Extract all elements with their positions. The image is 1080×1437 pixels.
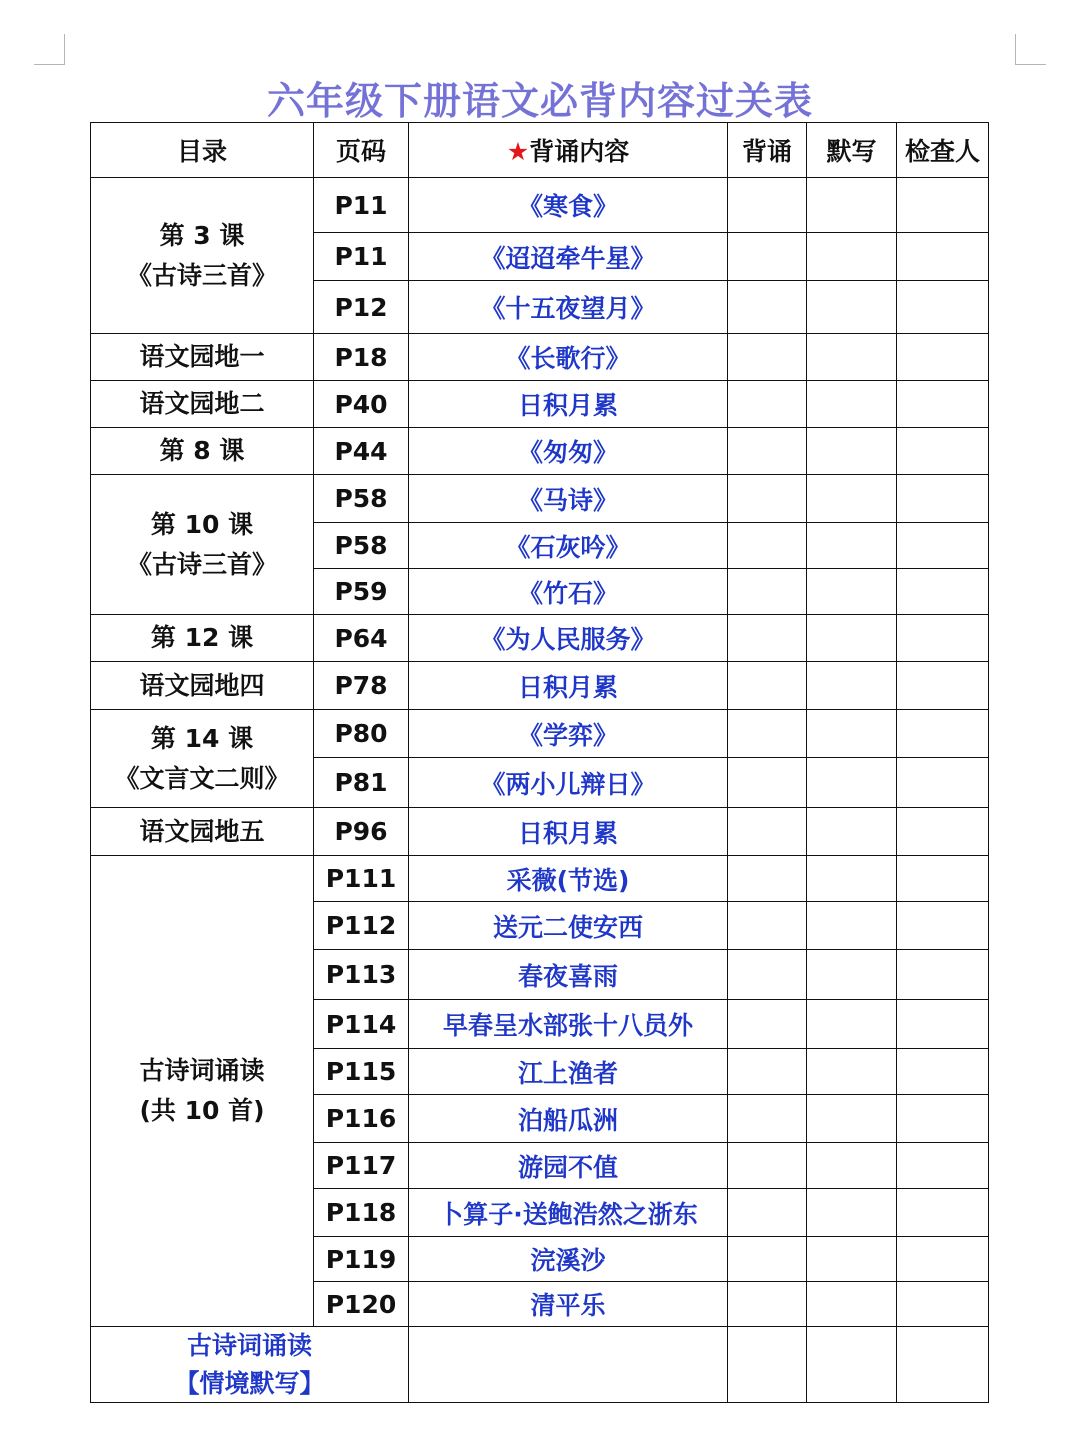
directory-cell: 第 8 课 bbox=[91, 428, 314, 475]
checker-cell[interactable] bbox=[897, 281, 989, 334]
header-recite: 背诵 bbox=[728, 123, 807, 178]
content-cell: 泊船瓜洲 bbox=[409, 1095, 728, 1143]
directory-cell: 语文园地五 bbox=[91, 808, 314, 856]
checker-cell[interactable] bbox=[897, 569, 989, 615]
directory-cell: 语文园地四 bbox=[91, 662, 314, 710]
dictate-check-cell[interactable] bbox=[807, 1049, 897, 1095]
content-cell: 《两小儿辩日》 bbox=[409, 758, 728, 808]
content-cell: 早春呈水部张十八员外 bbox=[409, 1000, 728, 1049]
table-row bbox=[91, 1327, 989, 1403]
content-cell: 《石灰吟》 bbox=[409, 523, 728, 569]
page-cell: P81 bbox=[314, 758, 409, 808]
dictate-check-cell[interactable] bbox=[807, 1282, 897, 1327]
recite-check-cell[interactable] bbox=[728, 950, 807, 1000]
header-content bbox=[409, 123, 728, 178]
page-cell: P11 bbox=[314, 178, 409, 233]
table-row bbox=[91, 710, 989, 758]
content-cell: 《寒食》 bbox=[409, 178, 728, 233]
recite-check-cell[interactable] bbox=[728, 428, 807, 475]
page-cell: P58 bbox=[314, 523, 409, 569]
directory-line: 第 10 课 bbox=[150, 509, 254, 539]
page-cell: P113 bbox=[314, 950, 409, 1000]
recite-check-cell[interactable] bbox=[728, 710, 807, 758]
table-row bbox=[91, 615, 989, 662]
recite-check-cell[interactable] bbox=[728, 178, 807, 233]
checker-cell[interactable] bbox=[897, 523, 989, 569]
content-cell: 《长歌行》 bbox=[409, 334, 728, 381]
directory-cell bbox=[91, 856, 314, 1327]
page-cell: P11 bbox=[314, 233, 409, 281]
checker-cell[interactable] bbox=[897, 381, 989, 428]
dictate-check-cell[interactable] bbox=[807, 615, 897, 662]
recite-check-cell[interactable] bbox=[728, 662, 807, 710]
page-cell: P96 bbox=[314, 808, 409, 856]
content-cell: 《学弈》 bbox=[409, 710, 728, 758]
header-directory: 目录 bbox=[91, 123, 314, 178]
directory-line: 《古诗三首》 bbox=[126, 260, 277, 290]
crop-mark-top-right bbox=[1015, 34, 1046, 65]
recite-check-cell[interactable] bbox=[728, 334, 807, 381]
dictate-check-cell[interactable] bbox=[807, 1189, 897, 1237]
directory-line: 《文言文二则》 bbox=[114, 763, 290, 793]
recite-check-cell[interactable] bbox=[728, 233, 807, 281]
header-row bbox=[91, 123, 989, 178]
content-cell: 《马诗》 bbox=[409, 475, 728, 523]
page-cell: P115 bbox=[314, 1049, 409, 1095]
page-cell: P12 bbox=[314, 281, 409, 334]
header-page: 页码 bbox=[314, 123, 409, 178]
recite-check-cell[interactable] bbox=[728, 758, 807, 808]
dictate-check-cell[interactable] bbox=[807, 233, 897, 281]
page-cell: P58 bbox=[314, 475, 409, 523]
page-cell: P118 bbox=[314, 1189, 409, 1237]
dictate-check-cell[interactable] bbox=[807, 856, 897, 902]
recite-check-cell[interactable] bbox=[728, 1049, 807, 1095]
checker-cell[interactable] bbox=[897, 710, 989, 758]
content-cell: 采薇(节选) bbox=[409, 856, 728, 902]
table-row bbox=[91, 428, 989, 475]
directory-cell: 语文园地一 bbox=[91, 334, 314, 381]
directory-cell bbox=[91, 475, 314, 615]
dictate-check-cell[interactable] bbox=[807, 1095, 897, 1143]
directory-line: 第 14 课 bbox=[150, 723, 254, 753]
crop-mark-top-left bbox=[34, 34, 65, 65]
content-cell: 清平乐 bbox=[409, 1282, 728, 1327]
content-cell: 《为人民服务》 bbox=[409, 615, 728, 662]
page-cell: P112 bbox=[314, 902, 409, 950]
page-cell: P111 bbox=[314, 856, 409, 902]
recite-check-cell[interactable] bbox=[728, 281, 807, 334]
content-cell: 日积月累 bbox=[409, 381, 728, 428]
table-row bbox=[91, 334, 989, 381]
dictate-check-cell[interactable] bbox=[807, 710, 897, 758]
checker-cell[interactable] bbox=[897, 475, 989, 523]
dictate-check-cell[interactable] bbox=[807, 1327, 897, 1403]
header-checker: 检查人 bbox=[897, 123, 989, 178]
directory-cell: 语文园地二 bbox=[91, 381, 314, 428]
table-row bbox=[91, 178, 989, 233]
checker-cell[interactable] bbox=[897, 950, 989, 1000]
checker-cell[interactable] bbox=[897, 1189, 989, 1237]
checker-cell[interactable] bbox=[897, 1282, 989, 1327]
recite-check-cell[interactable] bbox=[728, 1237, 807, 1282]
page-cell: P117 bbox=[314, 1143, 409, 1189]
header-dictate: 默写 bbox=[807, 123, 897, 178]
dictate-check-cell[interactable] bbox=[807, 381, 897, 428]
dictate-check-cell[interactable] bbox=[807, 902, 897, 950]
dictate-check-cell[interactable] bbox=[807, 1000, 897, 1049]
header-content-label: 背诵内容 bbox=[529, 137, 630, 166]
content-cell: 《竹石》 bbox=[409, 569, 728, 615]
checker-cell[interactable] bbox=[897, 758, 989, 808]
table-row bbox=[91, 381, 989, 428]
star-icon: ★ bbox=[506, 137, 530, 166]
checker-cell[interactable] bbox=[897, 1143, 989, 1189]
page-cell: P80 bbox=[314, 710, 409, 758]
dictate-check-cell[interactable] bbox=[807, 1143, 897, 1189]
directory-cell: 第 12 课 bbox=[91, 615, 314, 662]
page-cell: P40 bbox=[314, 381, 409, 428]
checker-cell[interactable] bbox=[897, 1000, 989, 1049]
checker-cell[interactable] bbox=[897, 428, 989, 475]
dictate-check-cell[interactable] bbox=[807, 758, 897, 808]
directory-line: 《古诗三首》 bbox=[126, 549, 277, 579]
content-cell: 卜算子·送鲍浩然之浙东 bbox=[409, 1189, 728, 1237]
dictate-check-cell[interactable] bbox=[807, 523, 897, 569]
checker-cell[interactable] bbox=[897, 1327, 989, 1403]
dictate-check-cell[interactable] bbox=[807, 950, 897, 1000]
recite-check-cell[interactable] bbox=[728, 615, 807, 662]
page-cell: P78 bbox=[314, 662, 409, 710]
directory-cell-dictation bbox=[91, 1327, 409, 1403]
page-cell: P44 bbox=[314, 428, 409, 475]
dictate-check-cell[interactable] bbox=[807, 808, 897, 856]
directory-cell bbox=[91, 178, 314, 334]
checker-cell[interactable] bbox=[897, 1237, 989, 1282]
checker-cell[interactable] bbox=[897, 1095, 989, 1143]
checker-cell[interactable] bbox=[897, 808, 989, 856]
page-cell: P119 bbox=[314, 1237, 409, 1282]
content-cell: 《迢迢牵牛星》 bbox=[409, 233, 728, 281]
dictate-check-cell[interactable] bbox=[807, 178, 897, 233]
page-cell: P120 bbox=[314, 1282, 409, 1327]
directory-line: (共 10 首) bbox=[139, 1096, 265, 1125]
recite-check-cell[interactable] bbox=[728, 1143, 807, 1189]
checker-cell[interactable] bbox=[897, 1049, 989, 1095]
content-cell: 送元二使安西 bbox=[409, 902, 728, 950]
page-title: 六年级下册语文必背内容过关表 bbox=[266, 79, 813, 123]
recite-check-cell[interactable] bbox=[728, 1095, 807, 1143]
dictate-check-cell[interactable] bbox=[807, 569, 897, 615]
checker-cell[interactable] bbox=[897, 856, 989, 902]
checker-cell[interactable] bbox=[897, 902, 989, 950]
recite-check-cell[interactable] bbox=[728, 808, 807, 856]
directory-line: 古诗词诵读 bbox=[186, 1331, 312, 1360]
content-cell: 日积月累 bbox=[409, 662, 728, 710]
content-cell: 游园不值 bbox=[409, 1143, 728, 1189]
recite-check-cell[interactable] bbox=[728, 1282, 807, 1327]
recite-check-cell[interactable] bbox=[728, 381, 807, 428]
directory-line: 古诗词诵读 bbox=[139, 1056, 265, 1085]
checker-cell[interactable] bbox=[897, 233, 989, 281]
content-cell: 江上渔者 bbox=[409, 1049, 728, 1095]
dictate-check-cell[interactable] bbox=[807, 428, 897, 475]
directory-line: 第 3 课 bbox=[159, 220, 245, 250]
recite-check-cell[interactable] bbox=[728, 1327, 807, 1403]
table-row bbox=[91, 808, 989, 856]
recite-check-cell[interactable] bbox=[728, 1189, 807, 1237]
content-cell: 浣溪沙 bbox=[409, 1237, 728, 1282]
recite-check-cell[interactable] bbox=[728, 1000, 807, 1049]
dictate-check-cell[interactable] bbox=[807, 281, 897, 334]
recite-check-cell[interactable] bbox=[728, 475, 807, 523]
dictate-check-cell[interactable] bbox=[807, 662, 897, 710]
dictate-check-cell[interactable] bbox=[807, 1237, 897, 1282]
checker-cell[interactable] bbox=[897, 334, 989, 381]
directory-cell bbox=[91, 710, 314, 808]
checklist-table bbox=[90, 122, 989, 1403]
page-cell: P114 bbox=[314, 1000, 409, 1049]
page-cell: P64 bbox=[314, 615, 409, 662]
table-row bbox=[91, 662, 989, 710]
recite-check-cell[interactable] bbox=[728, 523, 807, 569]
content-cell: 春夜喜雨 bbox=[409, 950, 728, 1000]
checker-cell[interactable] bbox=[897, 615, 989, 662]
checker-cell[interactable] bbox=[897, 662, 989, 710]
recite-check-cell[interactable] bbox=[728, 902, 807, 950]
dictate-check-cell[interactable] bbox=[807, 475, 897, 523]
directory-line: 【情境默写】 bbox=[174, 1368, 325, 1398]
content-cell: 日积月累 bbox=[409, 808, 728, 856]
recite-check-cell[interactable] bbox=[728, 569, 807, 615]
content-cell: 《十五夜望月》 bbox=[409, 281, 728, 334]
recite-check-cell[interactable] bbox=[728, 856, 807, 902]
page-cell: P59 bbox=[314, 569, 409, 615]
table-row bbox=[91, 856, 989, 902]
content-cell: 《匆匆》 bbox=[409, 428, 728, 475]
page-cell: P18 bbox=[314, 334, 409, 381]
content-cell[interactable] bbox=[409, 1327, 728, 1403]
table-row bbox=[91, 475, 989, 523]
checker-cell[interactable] bbox=[897, 178, 989, 233]
dictate-check-cell[interactable] bbox=[807, 334, 897, 381]
page-cell: P116 bbox=[314, 1095, 409, 1143]
